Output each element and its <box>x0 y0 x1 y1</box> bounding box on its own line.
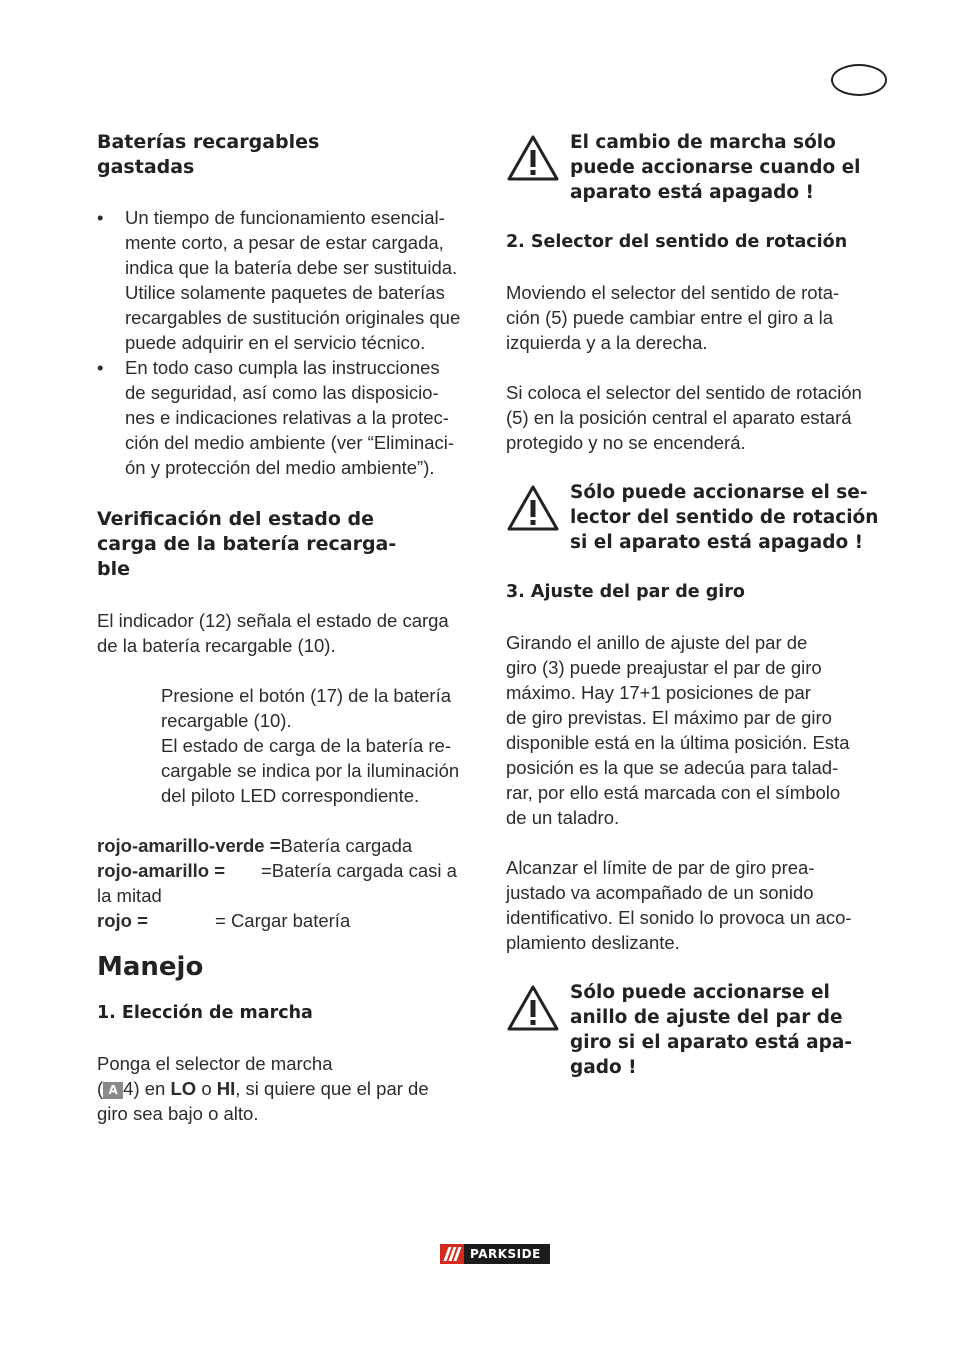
text-line: puede adquirir en el servicio técnico. <box>125 332 426 353</box>
text-line: Presione el botón (17) de la batería <box>161 685 452 706</box>
indented-instructions <box>97 683 483 808</box>
warning-triangle-icon <box>506 984 560 1032</box>
paragraph-torque-limit <box>506 855 892 955</box>
logo-text: PARKSIDE <box>470 1247 541 1261</box>
text-line: de seguridad, así como las disposicio- <box>125 382 439 403</box>
text-line: posición es la que se adecúa para talad- <box>506 757 839 778</box>
text-line: Sólo puede accionarse el se- <box>570 482 868 503</box>
legend-key: rojo = <box>97 910 148 931</box>
legend-continuation: la mitad <box>97 885 162 906</box>
warning-triangle-icon <box>506 134 560 182</box>
subheading-gear-selection: 1. Elección de marcha <box>97 1003 313 1023</box>
warning-text <box>570 480 878 555</box>
list-item <box>97 355 483 480</box>
text-line: indica que la batería debe ser sustituida. <box>125 257 458 278</box>
bullet-icon: • <box>97 357 104 378</box>
text-line: ción del medio ambiente (ver “Eliminaci- <box>125 432 455 453</box>
text-line: lector del sentido de rotación <box>570 507 879 528</box>
paragraph-torque <box>506 630 892 830</box>
text-line: El indicador (12) señala el estado de carga <box>97 610 449 631</box>
text-line: si el aparato está apagado ! <box>570 532 864 553</box>
bullet-list <box>97 205 483 480</box>
section-title-manejo: Manejo <box>97 952 204 982</box>
text-line: máximo. Hay 17+1 posiciones de par <box>506 682 811 703</box>
hi-label: HI <box>216 1078 236 1099</box>
paragraph-indicator <box>97 608 483 658</box>
language-tab-oval <box>831 64 887 96</box>
text-line: recargable (10). <box>161 710 292 731</box>
subheading-rotation-selector: 2. Selector del sentido de rotación <box>506 232 848 252</box>
warning-torque-ring <box>506 980 892 1080</box>
text-fragment: 4) en <box>123 1078 171 1099</box>
text-line: mente corto, a pesar de estar cargada, <box>125 232 444 253</box>
text-line: plamiento deslizante. <box>506 932 680 953</box>
text-line: gado ! <box>570 1057 637 1078</box>
text-line: anillo de ajuste del par de <box>570 1007 843 1028</box>
paragraph-center-position <box>506 380 892 455</box>
text-line: del piloto LED correspondiente. <box>161 785 420 806</box>
subheading-torque-setting: 3. Ajuste del par de giro <box>506 582 745 602</box>
parkside-logo <box>440 1244 550 1264</box>
legend-key: rojo-amarillo-verde = <box>97 835 281 856</box>
text-line: giro (3) puede preajustar el par de giro <box>506 657 822 678</box>
text-fragment: , si quiere que el par de <box>235 1078 429 1099</box>
heading-line: carga de la batería recarga- <box>97 533 397 555</box>
text-line: En todo caso cumpla las instrucciones <box>125 357 440 378</box>
warning-text <box>570 130 861 205</box>
bullet-icon: • <box>97 207 104 228</box>
text-line: (5) en la posición central el aparato estará <box>506 407 852 428</box>
heading-line: ble <box>97 558 130 580</box>
led-legend <box>97 833 483 933</box>
text-line: de giro previstas. El máximo par de giro <box>506 707 832 728</box>
legend-row <box>97 858 483 883</box>
text-line: puede accionarse cuando el <box>570 157 861 178</box>
legend-value: =Batería cargada casi a <box>261 860 457 881</box>
text-line: disponible está en la última posición. Esta <box>506 732 850 753</box>
text-line: Sólo puede accionarse el <box>570 982 830 1003</box>
warning-triangle-icon <box>506 484 560 532</box>
text-line: cargable se indica por la iluminación <box>161 760 460 781</box>
text-fragment: ( <box>97 1078 104 1099</box>
text-line: aparato está apagado ! <box>570 182 814 203</box>
text-line <box>97 1076 483 1101</box>
text-line: justado va acompañado de un sonido <box>506 882 814 903</box>
text-line: ción (5) puede cambiar entre el giro a la <box>506 307 834 328</box>
legend-value: = Cargar batería <box>215 910 351 931</box>
text-line: Si coloca el selector del sentido de rotación <box>506 382 862 403</box>
text-line: Moviendo el selector del sentido de rota- <box>506 282 840 303</box>
paragraph-rotation <box>506 280 892 355</box>
heading-line: gastadas <box>97 156 195 178</box>
warning-text <box>570 980 852 1080</box>
legend-value: Batería cargada <box>280 835 413 856</box>
text-line: El estado de carga de la batería re- <box>161 735 452 756</box>
text-line: giro si el aparato está apa- <box>570 1032 853 1053</box>
text-line: identificativo. El sonido lo provoca un aco- <box>506 907 852 928</box>
text-line: protegido y no se encenderá. <box>506 432 746 453</box>
heading-spent-batteries <box>97 130 483 180</box>
heading-line: Verificación del estado de <box>97 508 375 530</box>
paragraph-gear <box>97 1051 483 1126</box>
figure-reference-badge: A <box>103 1082 123 1099</box>
text-line: Alcanzar el límite de par de giro prea- <box>506 857 815 878</box>
text-line: de la batería recargable (10). <box>97 635 336 656</box>
text-line: Girando el anillo de ajuste del par de <box>506 632 808 653</box>
legend-key: rojo-amarillo = <box>97 860 225 881</box>
warning-rotation-selector <box>506 480 892 555</box>
text-line: recargables de sustitución originales que <box>125 307 461 328</box>
text-line: de un taladro. <box>506 807 620 828</box>
text-line: rar, por ello está marcada con el símbolo <box>506 782 841 803</box>
legend-row <box>97 833 483 858</box>
text-fragment: o <box>196 1078 217 1099</box>
right-column <box>506 130 892 1080</box>
text-line: giro sea bajo o alto. <box>97 1103 259 1124</box>
left-column <box>97 130 483 1126</box>
text-line: nes e indicaciones relativas a la protec- <box>125 407 449 428</box>
heading-charge-check <box>97 507 483 582</box>
lo-label: LO <box>170 1078 197 1099</box>
list-item <box>97 205 483 355</box>
heading-line: Baterías recargables <box>97 131 320 153</box>
text-line: Ponga el selector de marcha <box>97 1053 333 1074</box>
text-line: Un tiempo de funcionamiento esencial- <box>125 207 445 228</box>
logo-stripes-icon <box>440 1244 464 1264</box>
text-line: Utilice solamente paquetes de baterías <box>125 282 445 303</box>
text-line: ón y protección del medio ambiente”). <box>125 457 435 478</box>
text-line: El cambio de marcha sólo <box>570 132 836 153</box>
legend-row <box>97 908 483 933</box>
warning-gear-change <box>506 130 892 205</box>
text-line: izquierda y a la derecha. <box>506 332 708 353</box>
